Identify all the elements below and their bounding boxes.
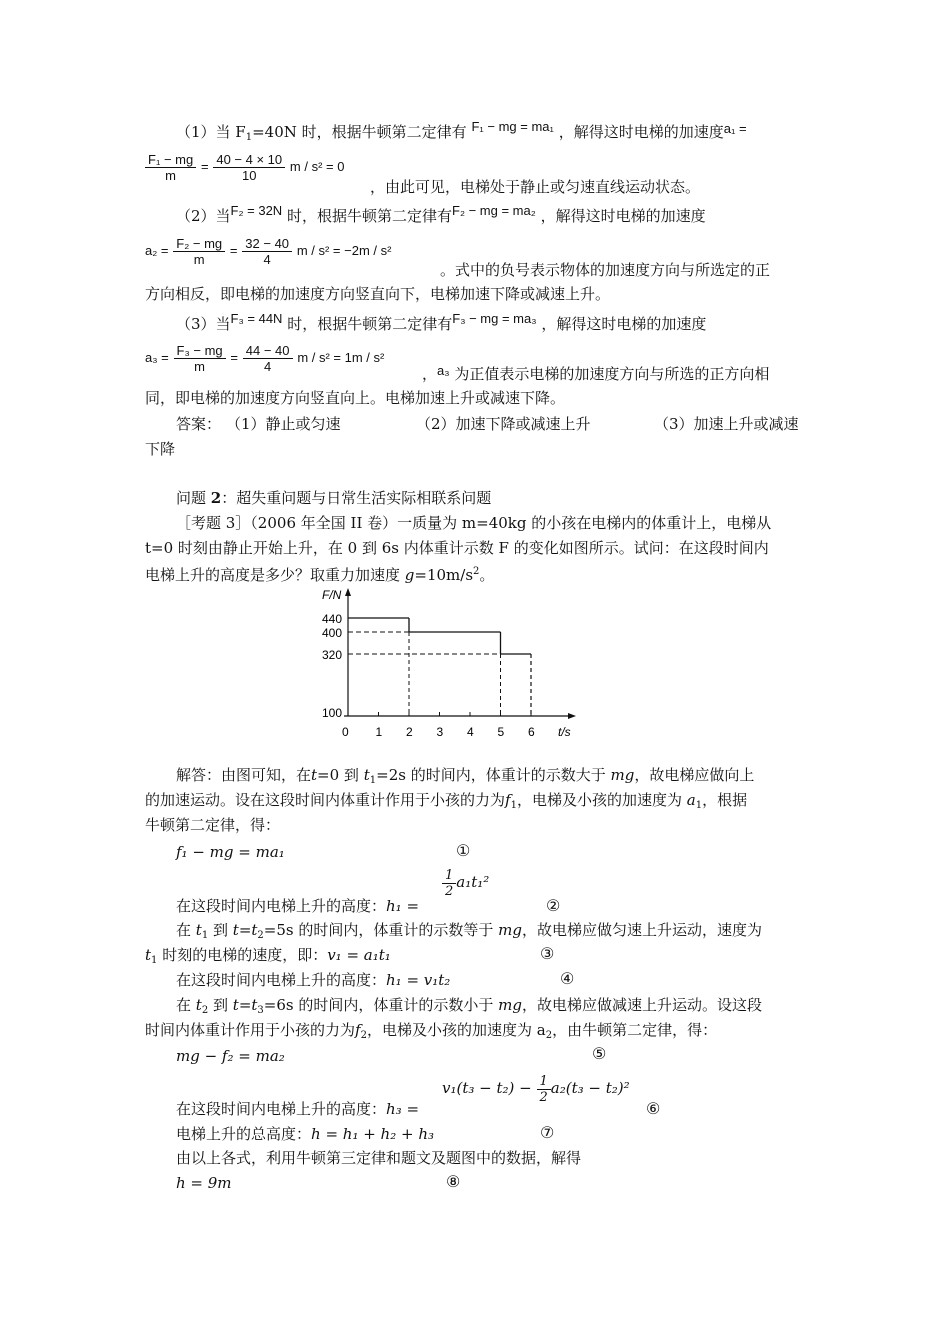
eq-number-1: ① xyxy=(456,841,471,860)
solution-line-5: $t_1$ 时刻的电梯的速度，即：v₁ = a₁t₁ xyxy=(145,946,391,966)
y-axis-arrow xyxy=(345,588,351,596)
y-tick-label: 100 xyxy=(322,706,343,720)
eq-number-5: ⑤ xyxy=(592,1044,607,1063)
equation-6-label: 在这段时间内电梯上升的高度：h₃ = xyxy=(176,1100,420,1118)
eq-number-3: ③ xyxy=(540,944,555,963)
para-3-line-2: ，a₃ 为正值表示电梯的加速度方向与所选的正方向相 xyxy=(422,363,770,383)
x-tick-label: 1 xyxy=(375,725,383,739)
eq-number-8: ⑧ xyxy=(446,1172,461,1191)
solution-line-4: 在 $t_1$ 到 $t=t_2=5s$ 的时间内，体重计的示数等于 mg，故电梯应做匀速上升运动，速度为 xyxy=(176,921,763,941)
eq-number-4: ④ xyxy=(560,969,575,988)
equation-4: 在这段时间内电梯上升的高度：h₁ = v₁t₂ xyxy=(176,971,451,989)
final-answer: h = 9m xyxy=(176,1174,232,1192)
equation-2-label: 在这段时间内电梯上升的高度：h₁ = xyxy=(176,897,420,915)
equation-7: 电梯上升的总高度：h = h₁ + h₂ + h₃ xyxy=(176,1125,435,1143)
solution-line-1: 解答：由图可知，在t=0 到 $t_1=2s$ 的时间内，体重计的示数大于 mg，故电梯应做向上 xyxy=(176,766,755,786)
solution-line-3: 牛顿第二定律，得： xyxy=(145,816,281,834)
y-tick-label: 400 xyxy=(322,626,343,640)
para-2-line-3: 方向相反，即电梯的加速度方向竖直向下，电梯加速下降或减速上升。 xyxy=(145,285,611,303)
equation-6: v₁(t₃ − t₂) − $\frac{1}{2}$ a₂(t₃ − t₂)² xyxy=(442,1073,630,1105)
question-line-1: ［考题 3］（2006 年全国 II 卷）一质量为 m=40kg 的小孩在电梯内的体重计上，电梯从 xyxy=(176,514,772,532)
x-tick-label: 2 xyxy=(406,725,413,739)
para-3-line-3: 同，即电梯的加速度方向竖直向上。电梯加速上升或减速下降。 xyxy=(145,389,566,407)
answer-1: （1）静止或匀速 xyxy=(226,415,341,433)
section-heading: 问题 2：超失重问题与日常生活实际相联系问题 xyxy=(176,489,492,507)
equation-a3: a₃ = $\frac{\text{F₃ − mg}}{m}$ = $\frac{44 - 40}{4}$ m / s² = 1m / s² xyxy=(145,342,385,374)
answer-2: （2）加速下降或减速上升 xyxy=(416,415,591,433)
eq-number-7: ⑦ xyxy=(540,1123,555,1142)
y-axis-label: F/N xyxy=(322,588,342,602)
x-axis-label: t/s xyxy=(558,725,571,739)
question-line-3: 电梯上升的高度是多少？取重力加速度 $g=10m/s^2$。 xyxy=(145,566,495,584)
para-2-line-2: 。式中的负号表示物体的加速度方向与所选定的正 xyxy=(440,261,771,279)
para-1-line-1: （1）当 $F_1=40N$ 时，根据牛顿第二定律有 F₁ − mg = ma₁ ，解得这时电梯的加速度a₁ = xyxy=(176,119,747,143)
x-axis-arrow xyxy=(568,713,576,719)
y-tick-label: 440 xyxy=(322,612,343,626)
x-tick-label: 4 xyxy=(467,725,474,739)
eq-number-2: ② xyxy=(546,896,561,915)
equation-2: $\frac{1}{2}$ a₁t₁² xyxy=(442,862,489,902)
final-text: 由以上各式，利用牛顿第三定律和题文及题图中的数据，解得 xyxy=(176,1149,582,1167)
x-tick-label: 5 xyxy=(497,725,505,739)
force-time-chart xyxy=(310,584,590,744)
x-tick-label: 0 xyxy=(342,725,349,739)
para-1-line-2: ，由此可见，电梯处于静止或匀速直线运动状态。 xyxy=(370,178,701,196)
answer-label: 答案： xyxy=(176,415,222,433)
solution-line-7: 时间内体重计作用于小孩的力为$f_2$，电梯及小孩的加速度为 $a_2$，由牛顿第二定律，得： xyxy=(145,1021,718,1041)
para-3-line-1: （3）当F₃ = 44N 时，根据牛顿第二定律有F₃ − mg = ma₃ ，解得这时电梯的加速度 xyxy=(176,311,707,333)
para-2-line-1: （2）当F₂ = 32N 时，根据牛顿第二定律有F₂ − mg = ma₂ ，解得这时电梯的加速度 xyxy=(176,203,706,225)
x-tick-label: 6 xyxy=(528,725,535,739)
eq-number-6: ⑥ xyxy=(646,1099,661,1118)
equation-f1: F₁ − mg = ma₁ xyxy=(471,119,554,134)
y-tick-label: 320 xyxy=(322,648,343,662)
x-tick-label: 3 xyxy=(436,725,444,739)
solution-line-6: 在 $t_2$ 到 $t=t_3=6s$ 的时间内，体重计的示数小于 mg，故电梯应做减速上升运动。设这段 xyxy=(176,996,763,1016)
question-line-2: t=0 时刻由静止开始上升，在 0 到 6s 内体重计示数 F 的变化如图所示。试问：在这段时间内 xyxy=(145,539,769,557)
equation-a1: $\frac{\text{F₁ − mg}}{m}$ = $\frac{40 - 4 \times 10}{10}$ m / s² = 0 xyxy=(145,146,344,187)
equation-1: f₁ − mg = ma₁ xyxy=(176,843,285,861)
solution-line-2: 的加速运动。设在这段时间内体重计作用于小孩的力为$f_1$，电梯及小孩的加速度为 $a_1$，根据 xyxy=(145,791,748,811)
answer-3: （3）加速上升或减速 xyxy=(654,415,799,433)
answer-3-cont: 下降 xyxy=(145,440,176,458)
equation-a2: a₂ = $\frac{\text{F₂ − mg}}{m}$ = $\frac{32 - 40}{4}$ m / s² = −2m / s² xyxy=(145,235,392,267)
equation-5: mg − f₂ = ma₂ xyxy=(176,1047,285,1065)
